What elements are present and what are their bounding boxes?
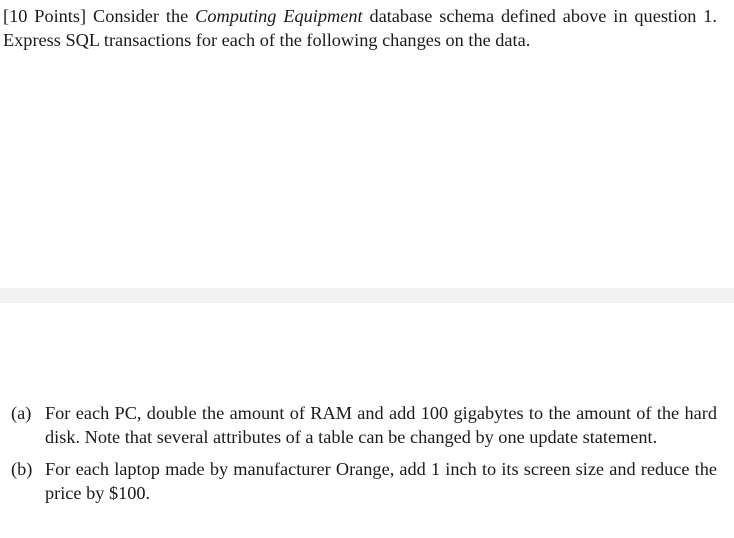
schema-name: Computing Equipment xyxy=(195,6,363,26)
list-item-a xyxy=(0,401,717,449)
question-intro xyxy=(3,4,717,52)
item-label: (b) xyxy=(11,459,33,479)
item-text: For each laptop made by manufacturer Orange, add 1 inch to its screen size and reduce the price by $100. xyxy=(45,459,717,503)
question-items xyxy=(0,401,734,513)
points-label: [10 Points] xyxy=(3,6,87,26)
intro-text-before: Consider the xyxy=(93,6,189,26)
intro-text-after: database schema defined above in question 1. Express SQL transactions for each of the following changes on the data. xyxy=(3,6,717,50)
item-label: (a) xyxy=(11,403,32,423)
item-text: For each PC, double the amount of RAM and add 100 gigabytes to the amount of the hard disk. Note that several attributes of a table can be changed by one update statement. xyxy=(45,403,717,447)
page-separator xyxy=(0,288,734,303)
list-item-b xyxy=(0,457,717,505)
